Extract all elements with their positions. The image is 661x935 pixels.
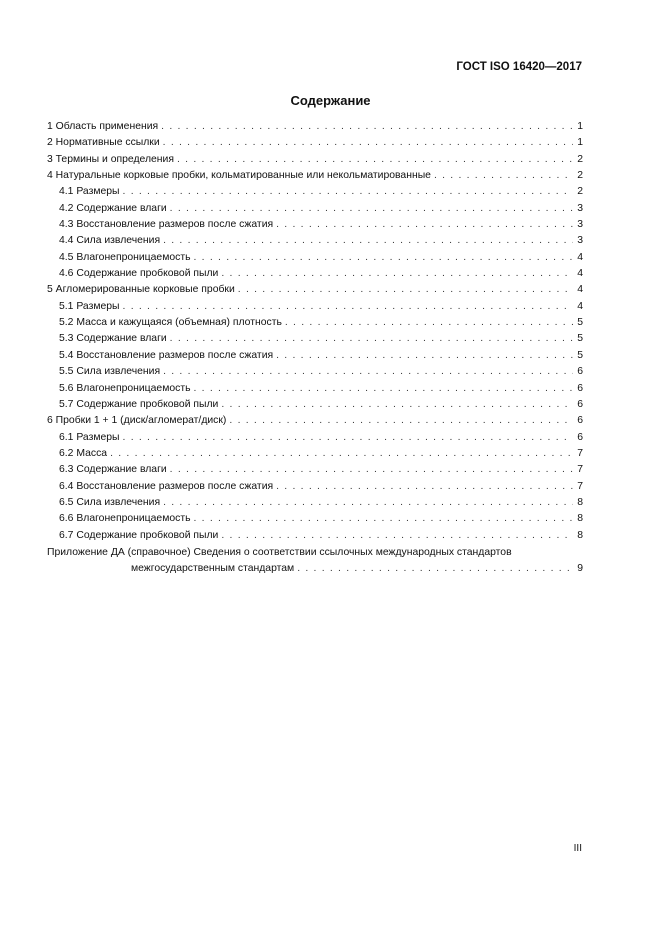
- toc-leader-dots: [221, 528, 573, 544]
- toc-entry[interactable]: [47, 152, 583, 168]
- toc-appendix-page: 9: [577, 563, 583, 575]
- toc-leader-dots: [161, 119, 573, 135]
- toc-entry-label: 5.7 Содержание пробковой пыли: [59, 398, 219, 410]
- toc-leader-dots: [177, 152, 573, 168]
- toc-entry-label: 4.6 Содержание пробковой пыли: [59, 268, 219, 280]
- toc-entry-page: 7: [577, 464, 583, 476]
- toc-leader-dots: [123, 184, 573, 200]
- toc-leader-dots: [123, 430, 573, 446]
- toc-entry-label: 6.5 Сила извлечения: [59, 496, 161, 508]
- toc-entry-label: 6.6 Влагонепроницаемость: [59, 513, 191, 525]
- toc-entry[interactable]: [47, 364, 583, 380]
- toc-leader-dots: [163, 495, 573, 511]
- toc-entry[interactable]: [47, 397, 583, 413]
- toc-entry-label: 6.7 Содержание пробковой пыли: [59, 529, 219, 541]
- toc-entry-label: 5.6 Влагонепроницаемость: [59, 382, 191, 394]
- toc-entry[interactable]: [47, 462, 583, 478]
- toc-entry-label: 5 Агломерированные корковые пробки: [47, 284, 235, 296]
- toc-entry-label: 4.1 Размеры: [59, 186, 120, 198]
- toc-leader-dots: [221, 397, 573, 413]
- toc-entry-label: 6.2 Масса: [59, 447, 108, 459]
- toc-entry-page: 6: [577, 382, 583, 394]
- toc-entry-label: 3 Термины и определения: [47, 153, 174, 165]
- toc-entry-label: 5.4 Восстановление размеров после сжатия: [59, 349, 274, 361]
- toc-entry-page: 4: [577, 268, 583, 280]
- toc-entry-label: 5.3 Содержание влаги: [59, 333, 167, 345]
- toc-entry-label: 2 Нормативные ссылки: [47, 137, 160, 149]
- toc-entry[interactable]: [47, 266, 583, 282]
- toc-entry-page: 3: [577, 235, 583, 247]
- toc-appendix-label-line1: Приложение ДА (справочное) Сведения о соответствии ссылочных международных стандартов: [47, 546, 512, 558]
- toc-appendix-label-line2: межгосударственным стандартам: [131, 563, 295, 575]
- toc-entry-page: 2: [577, 170, 583, 182]
- toc-entry[interactable]: [47, 282, 583, 298]
- toc-leader-dots: [434, 168, 573, 184]
- toc-entry-page: 5: [577, 349, 583, 361]
- toc-entry-label: 6.4 Восстановление размеров после сжатия: [59, 480, 274, 492]
- toc-entry[interactable]: [47, 348, 583, 364]
- toc-entry-label: 1 Область применения: [47, 121, 159, 132]
- toc-entry[interactable]: [47, 430, 583, 446]
- toc-entry-page: 1: [577, 137, 583, 149]
- toc-entry-page: 6: [577, 431, 583, 443]
- toc-entry-label: 4 Натуральные корковые пробки, кольматированные или некольматированные: [47, 170, 431, 182]
- toc-leader-dots: [297, 561, 573, 577]
- toc-entry-page: 6: [577, 398, 583, 410]
- toc-entry-page: 2: [577, 153, 583, 165]
- toc-entry[interactable]: [47, 511, 583, 527]
- toc-leader-dots: [229, 413, 573, 429]
- toc-entry-page: 8: [577, 513, 583, 525]
- toc-leader-dots: [276, 217, 573, 233]
- toc-entry[interactable]: [47, 201, 583, 217]
- toc-entry[interactable]: [47, 479, 583, 495]
- toc-entry[interactable]: [47, 299, 583, 315]
- toc-leader-dots: [170, 462, 573, 478]
- toc-entry-page: 4: [577, 300, 583, 312]
- toc-entry[interactable]: [47, 233, 583, 249]
- toc-entry-page: 3: [577, 202, 583, 214]
- toc-entry-page: 2: [577, 186, 583, 198]
- toc-entry-page: 3: [577, 219, 583, 231]
- toc-leader-dots: [194, 250, 574, 266]
- toc-leader-dots: [285, 315, 573, 331]
- toc-leader-dots: [221, 266, 573, 282]
- toc-entry-page: 5: [577, 333, 583, 345]
- toc-leader-dots: [110, 446, 573, 462]
- toc-entry-page: 6: [577, 366, 583, 378]
- toc-entry[interactable]: [47, 184, 583, 200]
- toc-entry-label: 4.4 Сила извлечения: [59, 235, 161, 247]
- toc-entry[interactable]: [47, 528, 583, 544]
- toc-entry-page: 8: [577, 529, 583, 541]
- toc-entry-page: 8: [577, 496, 583, 508]
- toc-entry-page: 5: [577, 317, 583, 329]
- toc-leader-dots: [123, 299, 573, 315]
- toc-appendix-entry[interactable]: [47, 545, 583, 578]
- toc-leader-dots: [276, 348, 573, 364]
- toc-entry-label: 5.2 Масса и кажущаяся (объемная) плотность: [59, 317, 282, 329]
- toc-entry[interactable]: [47, 331, 583, 347]
- toc-leader-dots: [163, 364, 573, 380]
- toc-entry[interactable]: [47, 446, 583, 462]
- toc-entry-label: 6.1 Размеры: [59, 431, 120, 443]
- toc-entry-page: 6: [577, 415, 583, 427]
- toc-entry[interactable]: [47, 495, 583, 511]
- toc-entry[interactable]: [47, 217, 583, 233]
- page-title: Содержание: [290, 93, 371, 108]
- toc-leader-dots: [163, 233, 573, 249]
- toc-entry-label: 4.5 Влагонепроницаемость: [59, 251, 191, 263]
- toc-entry-label: 6 Пробки 1 + 1 (диск/агломерат/диск): [47, 415, 227, 427]
- toc-entry-label: 5.1 Размеры: [59, 300, 120, 312]
- table-of-contents: [47, 119, 583, 578]
- toc-entry-page: 4: [577, 251, 583, 263]
- toc-entry-page: 4: [577, 284, 583, 296]
- toc-entry-page: 7: [577, 480, 583, 492]
- toc-leader-dots: [163, 135, 573, 151]
- toc-entry[interactable]: [47, 315, 583, 331]
- toc-leader-dots: [194, 381, 574, 397]
- toc-entry-label: 6.3 Содержание влаги: [59, 464, 167, 476]
- toc-leader-dots: [194, 511, 574, 527]
- toc-leader-dots: [238, 282, 573, 298]
- toc-entry-label: 4.2 Содержание влаги: [59, 202, 167, 214]
- document-code: ГОСТ ISO 16420—2017: [456, 61, 582, 73]
- toc-entry-label: 5.5 Сила извлечения: [59, 366, 161, 378]
- toc-leader-dots: [276, 479, 573, 495]
- toc-entry-page: 1: [577, 121, 583, 132]
- toc-leader-dots: [170, 201, 573, 217]
- toc-entry[interactable]: [47, 168, 583, 184]
- toc-entry[interactable]: [47, 413, 583, 429]
- toc-entry-page: 7: [577, 447, 583, 459]
- toc-entry[interactable]: [47, 135, 583, 151]
- toc-entry[interactable]: [47, 119, 583, 135]
- toc-entry[interactable]: [47, 381, 583, 397]
- toc-entry-label: 4.3 Восстановление размеров после сжатия: [59, 219, 274, 231]
- toc-entry[interactable]: [47, 250, 583, 266]
- toc-leader-dots: [170, 331, 573, 347]
- page-number: III: [573, 843, 582, 854]
